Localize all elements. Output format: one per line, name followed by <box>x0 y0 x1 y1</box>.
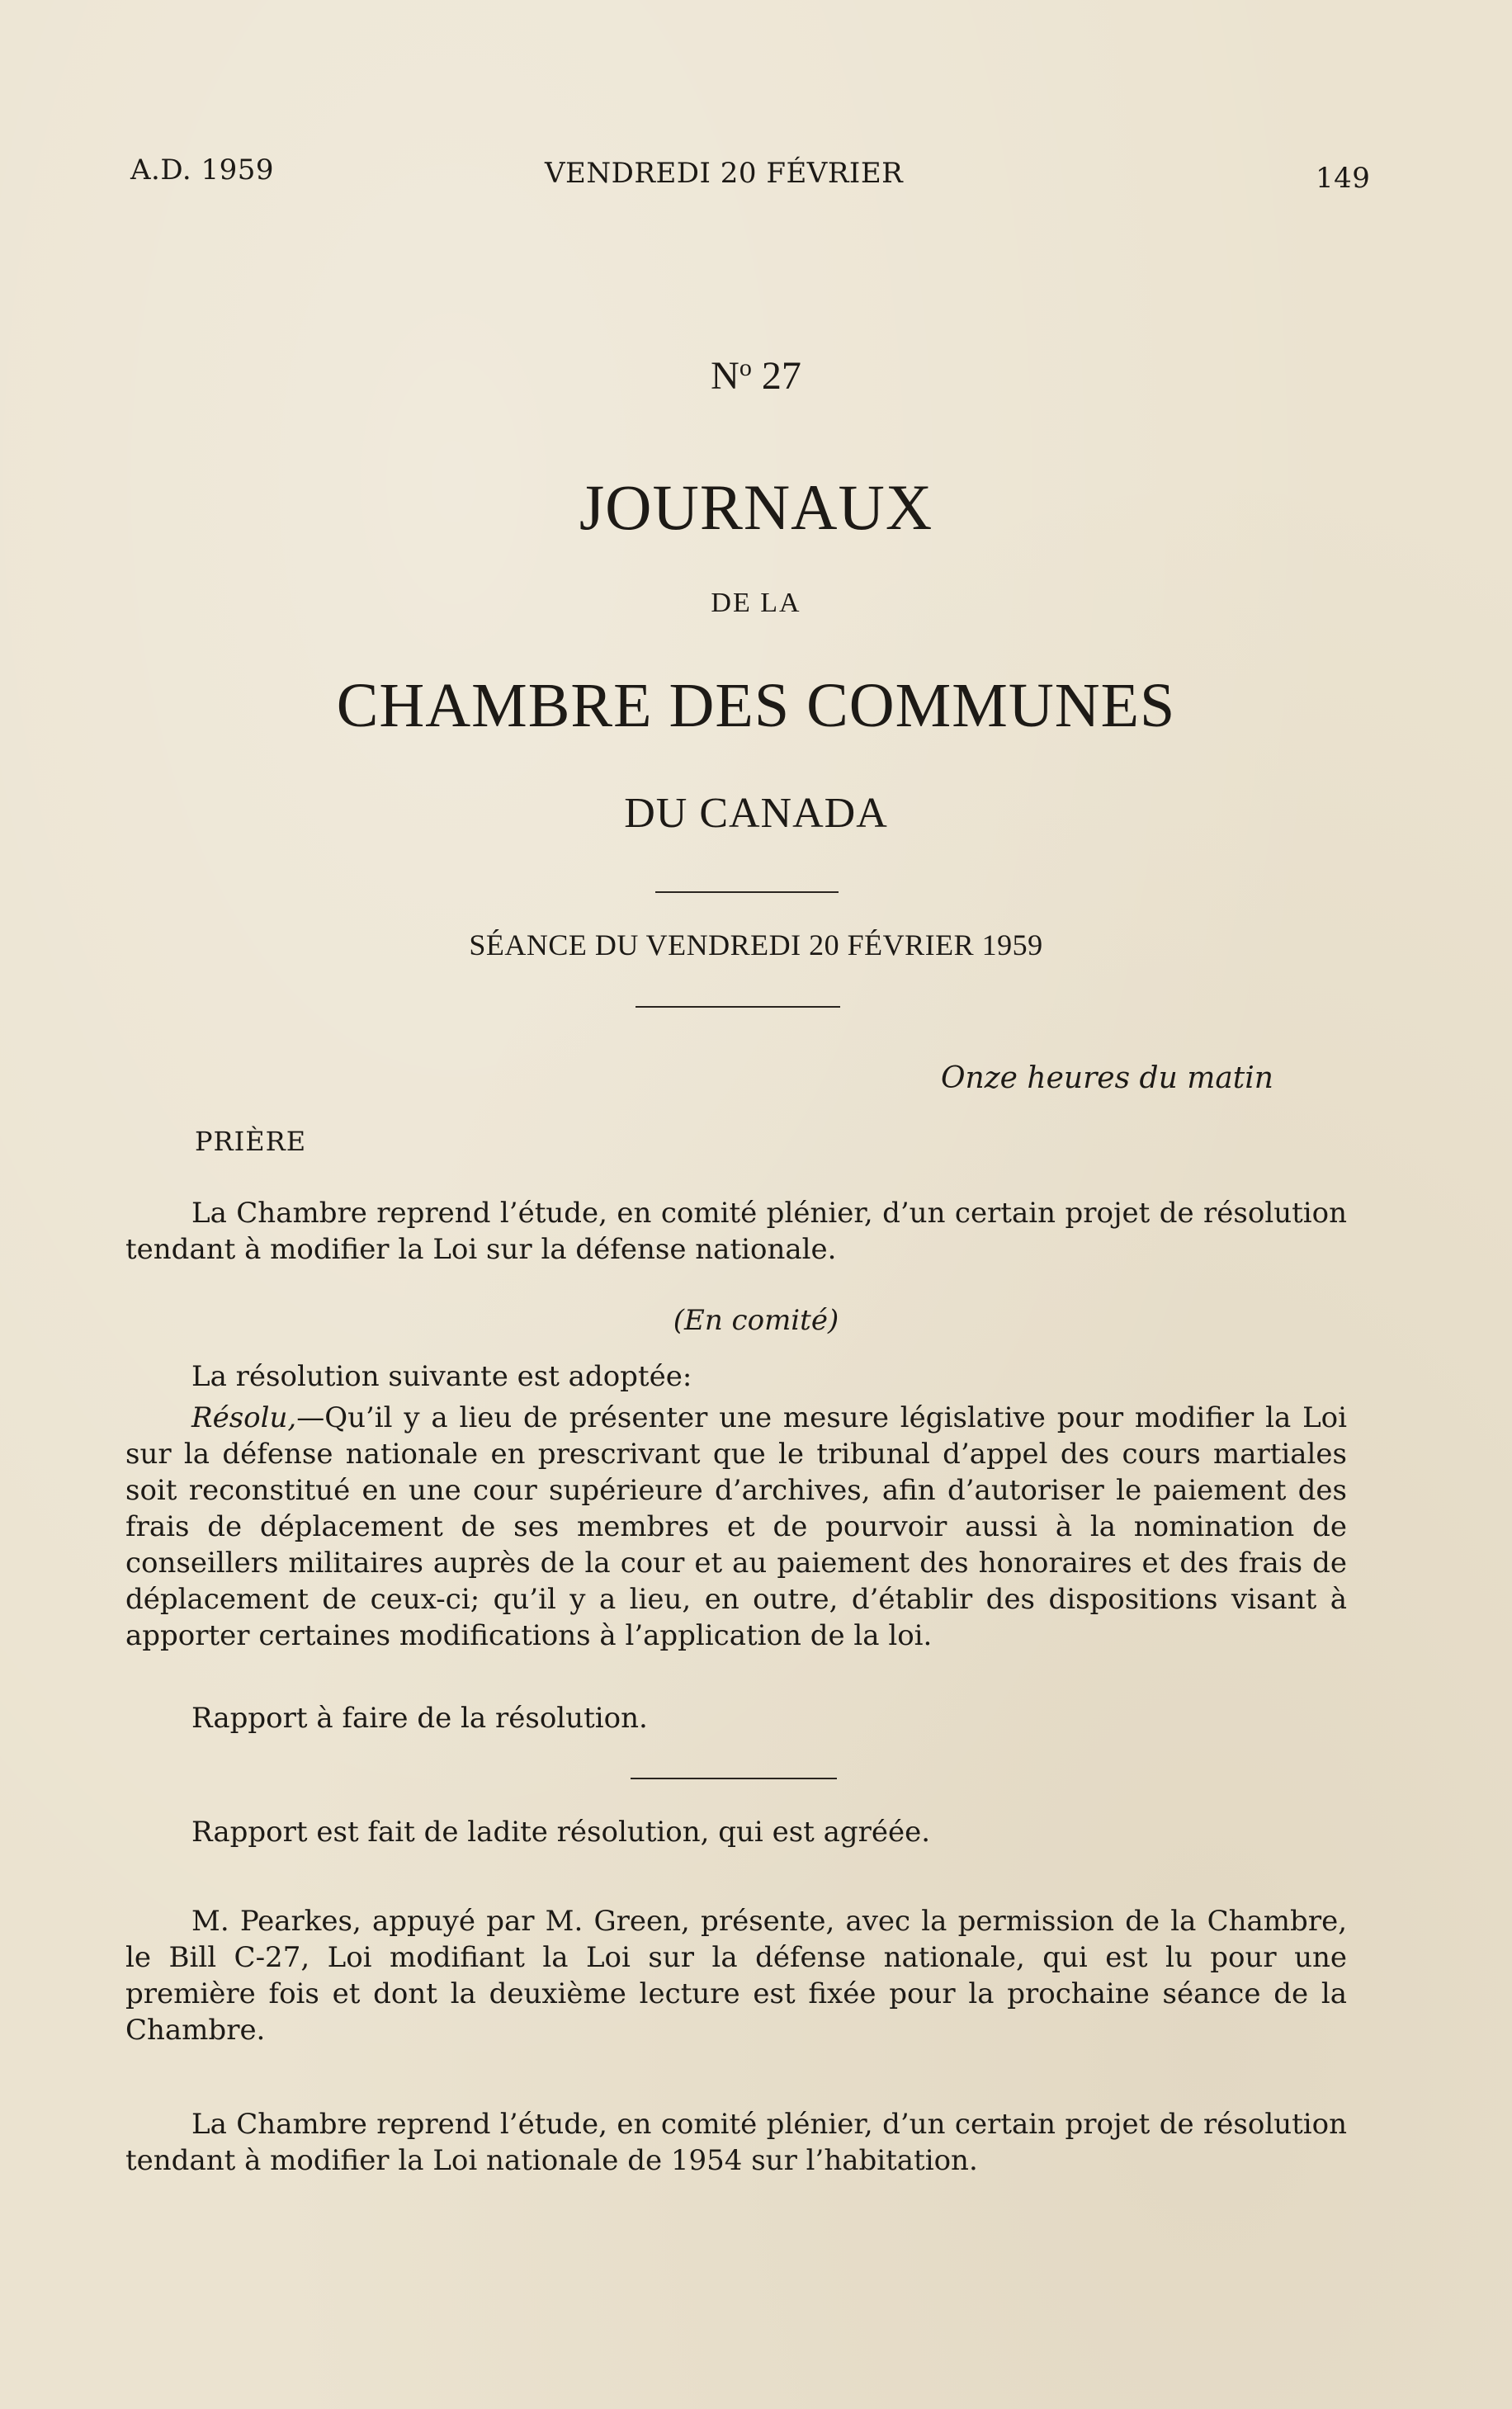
paragraph-bill-c27: M. Pearkes, appuyé par M. Green, présente, avec la permission de la Chambre, le Bill C-27, Loi modifiant la Loi sur la défense nationale, qui est lu pour une première fois et dont la deuxième lecture est fixée pour la prochaine séance de la Chambre. <box>125 1905 1347 2047</box>
issue-number-prefix: N <box>711 354 739 398</box>
divider <box>631 1778 837 1779</box>
divider <box>655 891 839 893</box>
resolu-text: —Qu’il y a lieu de présenter une mesure législative pour modifier la Loi sur la défense nationale en prescrivant que le tribunal d’appel des cours martiales soit reconstitué en une cour supérieure d’archives, afin d’autoriser le paiement des frais de déplacement de ses membres et de pourvoir aussi à la nomination de conseillers militaires auprès de la cour et au paiement des honoraires et des frais de déplacement de ceux-ci; qu’il y a lieu, en outre, d’établir des dispositions visant à apporter certaines modifications à l’application de la loi. <box>125 1401 1347 1652</box>
en-comite-heading: (En comité) <box>673 1304 839 1337</box>
session-heading: SÉANCE DU VENDREDI 20 FÉVRIER 1959 <box>469 928 1043 961</box>
title-journaux: JOURNAUX <box>579 471 933 543</box>
paragraph-adopted: La résolution suivante est adoptée: <box>191 1360 692 1393</box>
issue-number-value: 27 <box>751 354 801 398</box>
title-chambre: CHAMBRE DES COMMUNES <box>336 671 1176 740</box>
session-time: Onze heures du matin <box>941 1061 1273 1095</box>
paragraph-study: La Chambre reprend l’étude, en comité plénier, d’un certain projet de résolution tendant à modifier la Loi sur la défense nationale. <box>125 1197 1347 1266</box>
resolu-label: Résolu, <box>191 1401 297 1434</box>
priere-heading: PRIÈRE <box>195 1126 307 1157</box>
issue-number <box>0 353 1512 399</box>
paragraph-housing: La Chambre reprend l’étude, en comité plénier, d’un certain projet de résolution tendant à modifier la Loi nationale de 1954 sur l’habitation. <box>125 2108 1347 2177</box>
divider <box>636 1006 840 1008</box>
paragraph-report-made: Rapport est fait de ladite résolution, qui est agréée. <box>191 1816 931 1849</box>
header-year: A.D. 1959 <box>130 154 275 187</box>
page-number: 149 <box>1316 162 1371 195</box>
header-date: VENDREDI 20 FÉVRIER <box>545 157 904 190</box>
paragraph-rapport: Rapport à faire de la résolution. <box>191 1702 648 1735</box>
issue-number-sup: o <box>739 354 752 381</box>
title-de-la: DE LA <box>711 588 801 618</box>
title-canada: DU CANADA <box>624 790 888 837</box>
paragraph-resolu <box>125 1400 1347 1654</box>
